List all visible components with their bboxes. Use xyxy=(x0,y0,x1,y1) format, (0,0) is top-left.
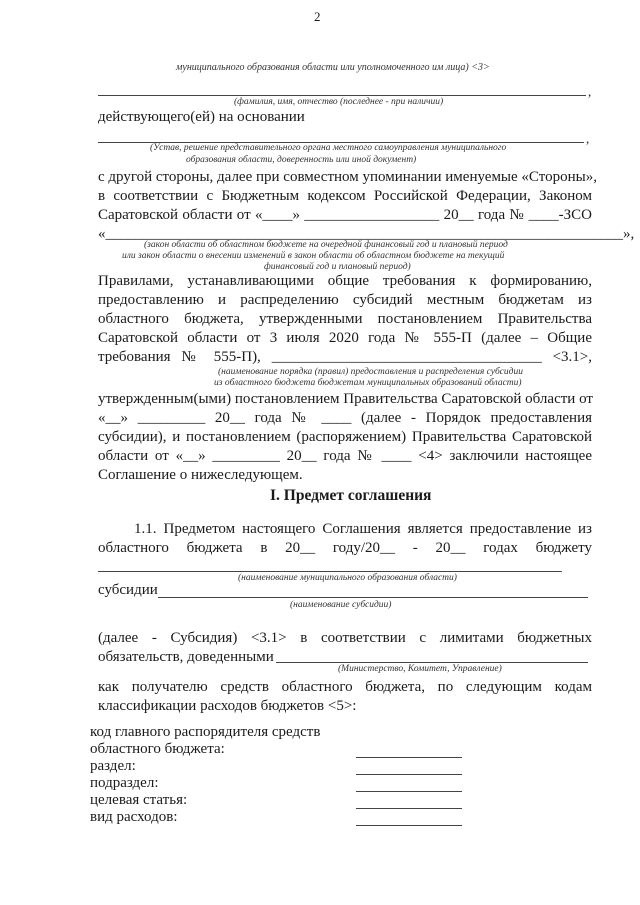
note-order-2: из областного бюджета бюджетам муниципальных образований области) xyxy=(214,378,522,388)
note-fio: (фамилия, имя, отчество (последнее - при наличии) xyxy=(234,97,444,107)
paragraph-codes-intro xyxy=(98,678,592,716)
code-value-line-2 xyxy=(356,774,462,775)
code-target-item: целевая статья: xyxy=(90,792,188,808)
code-regional-budget: областного бюджета: xyxy=(90,741,225,757)
para5-line-2: классификации расходов бюджетов <5>: xyxy=(98,698,357,714)
para3-line-3: субсидии), и постановлением (распоряжением) Правительства Саратовской xyxy=(98,429,592,445)
paragraph-parties xyxy=(98,168,635,244)
note-charter-1: (Устав, решение представительного органа местного самоуправления муниципального xyxy=(150,143,507,153)
para2-line-4: Саратовской области от 3 июля 2020 года № 555-П (далее – Общие xyxy=(98,330,592,346)
subsidy-underline xyxy=(158,597,588,598)
fio-underline xyxy=(98,95,586,96)
note-ministry: (Министерство, Комитет, Управление) xyxy=(338,664,502,674)
code-chief-manager: код главного распорядителя средств xyxy=(90,724,321,740)
fio-comma: , xyxy=(588,84,592,99)
para2-line-5: требования № 555-П), ____________________________________ <3.1>, xyxy=(98,349,592,365)
para2-line-2: предоставлению и распределению субсидий местным бюджетам из xyxy=(98,292,592,308)
para1-line-4: «_____________________________________________________________________», xyxy=(98,226,635,242)
note-order-1: (наименование порядка (правил) предоставления и распределения субсидии xyxy=(218,367,523,377)
para2-line-3: областного бюджета, утвержденными постановлением Правительства xyxy=(98,311,592,327)
para1-line-2: в соответствии с Бюджетным кодексом Российской Федерации, Законом xyxy=(98,188,592,204)
note-subsidy-name: (наименование субсидии) xyxy=(290,600,392,610)
muni-name-underline xyxy=(98,571,562,572)
code-subsection: подраздел: xyxy=(90,775,159,791)
paragraph-rules xyxy=(98,272,592,367)
acting-basis-text: действующего(ей) на основании xyxy=(98,109,305,125)
para5-line-1: как получателю средств областного бюджета, по следующим кодам xyxy=(98,679,592,695)
para3-line-2: «__» _________ 20__ года № ____ (далее - Порядок предоставления xyxy=(98,410,592,426)
code-value-line-1 xyxy=(356,757,462,758)
codes-list xyxy=(90,724,320,826)
para3-line-5: Соглашение о нижеследующем. xyxy=(98,467,303,483)
para3-line-4: области от «__» _________ 20__ года № ____ <4> заключили настоящее xyxy=(98,448,592,464)
clause-1-1-line-2: областного бюджета в 20__ году/20__ - 20__ годах бюджету xyxy=(98,540,592,556)
clause-1-1-line-1: 1.1. Предметом настоящего Соглашения является предоставление из xyxy=(134,521,592,537)
page-number: 2 xyxy=(314,9,321,24)
municipal-reference-line: муниципального образования области или уполномоченного им лица) <3> xyxy=(176,62,490,73)
section-title: I. Предмет соглашения xyxy=(270,487,432,504)
clause-1-1 xyxy=(98,520,592,558)
note-charter-2: образования области, доверенность или иной документ) xyxy=(186,155,417,165)
para4-line-2: обязательств, доведенными xyxy=(98,649,274,665)
code-expense-type: вид расходов: xyxy=(90,809,178,825)
para1-line-3: Саратовской области от «____» __________________ 20__ года № ____-ЗСО xyxy=(98,207,592,223)
code-value-line-3 xyxy=(356,791,462,792)
note-law-2: или закон области о внесении изменений в закон области об областном бюджете на текущий xyxy=(122,251,505,261)
note-muni-name: (наименование муниципального образования области) xyxy=(238,573,457,583)
code-section: раздел: xyxy=(90,758,136,774)
code-value-line-4 xyxy=(356,808,462,809)
charter-comma: , xyxy=(586,131,590,146)
para2-line-1: Правилами, устанавливающими общие требования к формированию, xyxy=(98,273,592,289)
code-value-line-5 xyxy=(356,825,462,826)
para1-line-1: с другой стороны, далее при совместном упоминании именуемые «Стороны», xyxy=(98,169,597,185)
note-law-3: финансовый год и плановый период) xyxy=(264,262,411,272)
note-law-1: (закон области об областном бюджете на очередной финансовый год и плановый период xyxy=(144,240,508,250)
ministry-underline xyxy=(276,662,588,663)
para4-line-1: (далее - Субсидия) <3.1> в соответствии с лимитами бюджетных xyxy=(98,630,592,646)
subsidy-label: субсидии xyxy=(98,582,158,598)
paragraph-approved xyxy=(98,390,592,485)
para3-line-1: утвержденным(ыми) постановлением Правительства Саратовской области от xyxy=(98,391,593,407)
